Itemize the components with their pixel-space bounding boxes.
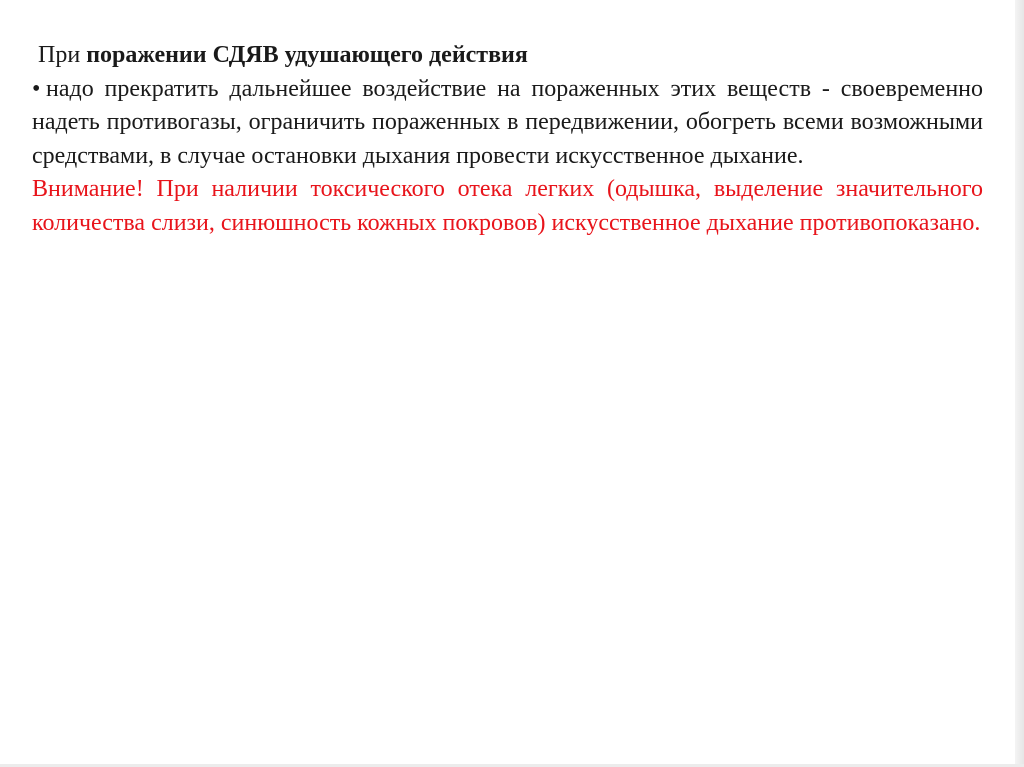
slide-content — [32, 39, 983, 240]
bullet-icon: • — [32, 75, 41, 102]
slide-right-edge — [1015, 0, 1024, 767]
warning-paragraph: Внимание! При наличии токсического отека легких (одышка, выделение значительного количества слизи, синюшность кожных покровов) искусственное дыхание противопоказано. — [32, 176, 983, 236]
heading-bold-text: поражении СДЯВ удушающего действия — [86, 42, 528, 68]
slide-heading — [32, 39, 983, 73]
bullet-paragraph — [32, 73, 983, 174]
bullet-text: надо прекратить дальнейшее воздействие на пораженных этих веществ - своевременно надеть противогазы, ограничить пораженных в передвижении, обогреть всеми возможными средствами, в случае остановки дыхания провести искусственное дыхание. — [32, 75, 983, 169]
heading-prefix: При — [38, 42, 87, 68]
